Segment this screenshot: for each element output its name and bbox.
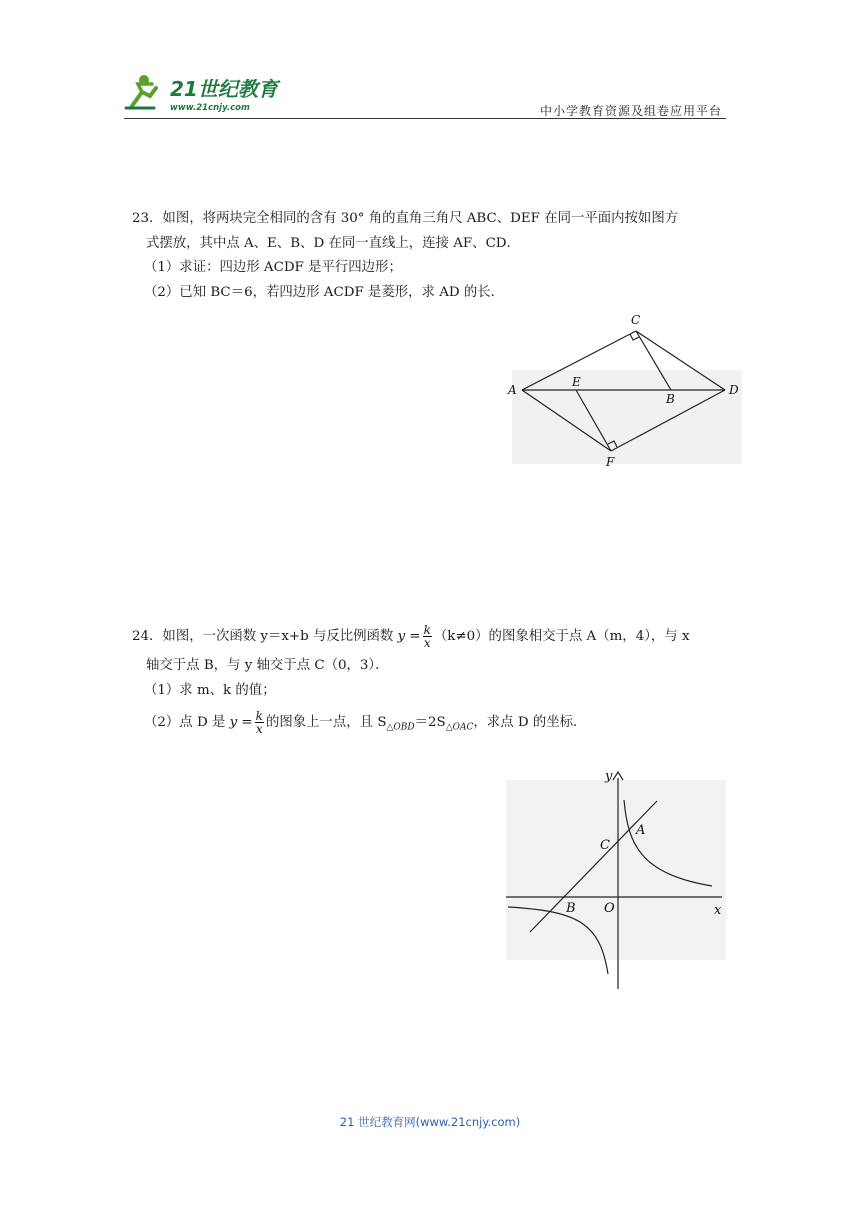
label-C: C — [600, 838, 610, 853]
fraction-numerator: k — [423, 623, 431, 637]
q23-part1: （1）求证：四边形 ACDF 是平行四边形； — [144, 260, 402, 275]
site-name: 中小学教育资源及组卷应用平台 — [539, 104, 722, 118]
runner-icon — [126, 75, 156, 108]
page-footer: 21 世纪教育网(www.21cnjy.com) — [339, 1115, 521, 1129]
fraction-numerator-2: k — [255, 709, 263, 723]
q24-line1 — [132, 624, 732, 650]
label-A: A — [508, 383, 517, 397]
q24-part2-d: ，求点 D 的坐标． — [473, 715, 587, 730]
question-24 — [132, 624, 732, 742]
figure-background — [512, 370, 742, 464]
label-x: x — [714, 903, 722, 918]
q24-part2-a: （2）点 D 是 — [144, 715, 226, 730]
label-D: D — [729, 383, 739, 397]
figure-background — [506, 780, 726, 960]
label-C: C — [631, 313, 641, 327]
q24-part2-c: ＝2S — [414, 715, 446, 730]
fraction-k-over-x-2 — [255, 710, 264, 735]
fraction-k-over-x — [423, 624, 432, 649]
label-O: O — [604, 901, 615, 916]
q23-line1: 23．如图，将两块完全相同的含有 30° 角的直角三角尺 ABC、DEF 在同一平面内按如图方 — [132, 211, 679, 226]
q24-line2: 轴交于点 B，与 y 轴交于点 C（0，3）． — [146, 658, 389, 673]
q23-line2: 式摆放，其中点 A、E、B、D 在同一直线上，连接 AF、CD． — [146, 235, 520, 251]
subscript-obd: △OBD — [386, 722, 415, 733]
header-rule — [124, 118, 726, 119]
logo — [124, 70, 304, 116]
page-header — [124, 64, 726, 120]
label-F: F — [606, 455, 615, 469]
logo-url: www.21cnjy.com — [170, 103, 250, 113]
q24-figure — [500, 764, 732, 994]
question-23 — [132, 207, 732, 305]
q24-line1-b: （k≠0）的图象相交于点 A（m，4），与 x — [433, 629, 690, 644]
q24-part2-y-eq: y = — [229, 715, 253, 730]
q24-y-eq: y = — [397, 629, 421, 644]
q24-part1: （1）求 m、k 的值； — [144, 682, 276, 698]
q24-line1-a: 24．如图，一次函数 y＝x+b 与反比例函数 — [132, 629, 394, 644]
label-A: A — [636, 823, 646, 838]
q24-part2 — [132, 709, 732, 742]
q23-figure — [506, 310, 746, 470]
label-y: y — [605, 769, 613, 784]
fraction-denominator: x — [423, 636, 431, 650]
q24-part2-b: 的图象上一点，且 S — [265, 715, 387, 730]
q23-part2: （2）已知 BC＝6，若四边形 ACDF 是菱形，求 AD 的长． — [144, 284, 505, 300]
label-B: B — [666, 392, 675, 406]
label-B: B — [566, 901, 576, 916]
subscript-oac: △OAC — [445, 722, 474, 733]
fraction-denominator-2: x — [255, 722, 263, 736]
logo-text: 21世纪教育 — [170, 77, 278, 101]
label-E: E — [572, 375, 581, 389]
